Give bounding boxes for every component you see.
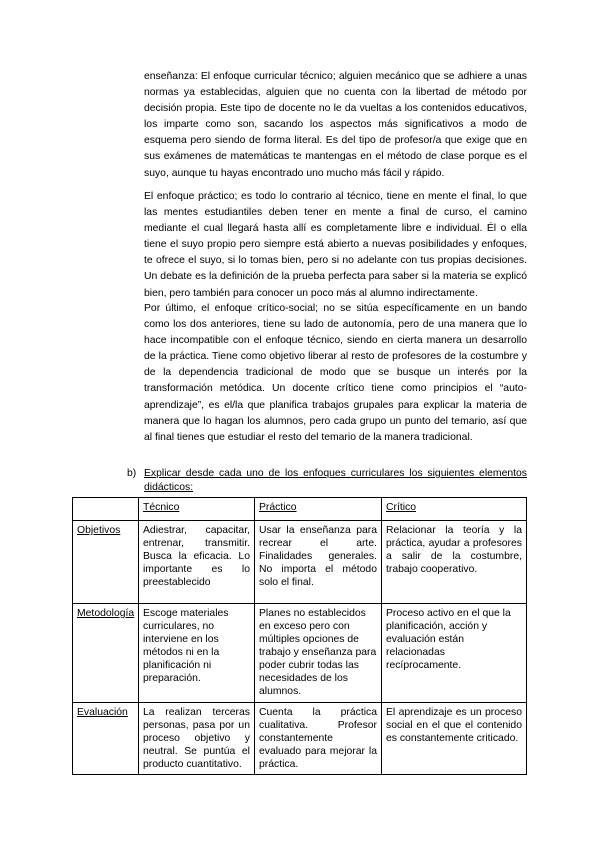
table-cell: Adiestrar, capacitar, entrenar, transmitir. Busca la eficacia. Lo importante es lo preestablecido	[139, 521, 255, 604]
section-letter: b)	[127, 468, 137, 479]
comparison-table	[72, 497, 527, 775]
table-cell: Planes no establecidos en exceso pero con múltiples opciones de trabajo y enseñanza para poder cubrir todas las necesidades de los alumnos.	[255, 604, 382, 703]
paragraph-practico: El enfoque práctico; es todo lo contrario al técnico, tiene en mente el final, lo que las mentes estudiantiles deben tener en mente a final de curso, el camino mediante el cual llegará hasta allí es completamente libre e individual. Él o ella tiene el suyo propio pero siempre está abierto a nuevas posibilidades y enfoques, te ofrece el suyo, si lo tomas bien, pero si no adelante con tus propias decisiones. Un debate es la definición de la prueba perfecta para saber si la materia se explicó bien, pero también para conocer un poco más al alumno indirectamente.	[144, 191, 527, 299]
row-label-metodologia: Metodología	[73, 604, 139, 703]
row-label-objetivos: Objetivos	[73, 521, 139, 604]
paragraph-critico: Por último, el enfoque crítico-social; no se sitúa específicamente en un bando como los dos anteriores, tiene su lado de autonomía, pero de una manera que lo hace incompatible con el enfoque técnico, siendo en cierta manera un desarrollo de la práctica. Tiene como objetivo liberar al resto de profesores de la costumbre y de la dependencia tradicional de modo que se busque un interés por la transformación metódica. Un docente crítico tiene como principios el “auto-aprendizaje”, es el/la que planifica trabajos grupales para explicar la materia de manera que lo hagan los alumnos, pero cada grupo un punto del temario, así que al final tienes que estudiar el resto del temario de la manera tradicional.	[144, 303, 527, 443]
row-label-evaluacion: Evaluación	[73, 703, 139, 775]
table-row	[73, 703, 527, 775]
paragraph-tecnico: enseñanza: El enfoque curricular técnico; alguien mecánico que se adhiere a unas normas ya establecidas, alguien que no cuenta con la libertad de método por decisión propia. Este tipo de docente no le da vueltas a los contenidos educativos, los imparte como son, sacando los aspectos más significativos a modo de esquema pero siendo de forma literal. Es del tipo de profesor/a que exige que en sus exámenes de matemáticas te mantengas en el método de clase porque es el suyo, aunque tu hayas encontrado uno mucho más fácil y rápido.	[144, 71, 527, 179]
table-cell: La realizan terceras personas, pasa por un proceso objetivo y neutral. Se puntúa el producto cuantitativo.	[139, 703, 255, 775]
table-row	[73, 604, 527, 703]
section-title: Explicar desde cada uno de los enfoques curriculares los siguientes elementos didácticos:	[144, 468, 527, 493]
table-cell: El aprendizaje es un proceso social en el que el contenido es constantemente criticado.	[382, 703, 527, 775]
table-row	[73, 521, 527, 604]
header-practico: Práctico	[255, 498, 382, 521]
table-cell: Relacionar la teoría y la práctica, ayudar a profesores a salir de la costumbre, trabajo cooperativo.	[382, 521, 527, 604]
table-header-row	[73, 498, 527, 521]
table-cell: Proceso activo en el que la planificación, acción y evaluación están relacionadas recíprocamente.	[382, 604, 527, 703]
header-cell-empty	[73, 498, 139, 521]
header-tecnico: Técnico	[139, 498, 255, 521]
table-cell: Escoge materiales curriculares, no interviene en los métodos ni en la planificación ni preparación.	[139, 604, 255, 703]
table-cell: Cuenta la práctica cualitativa. Profesor constantemente evaluado para mejorar la práctica.	[255, 703, 382, 775]
header-critico: Crítico	[382, 498, 527, 521]
table-cell: Usar la enseñanza para recrear el arte. Finalidades generales. No importa el método solo el final.	[255, 521, 382, 604]
